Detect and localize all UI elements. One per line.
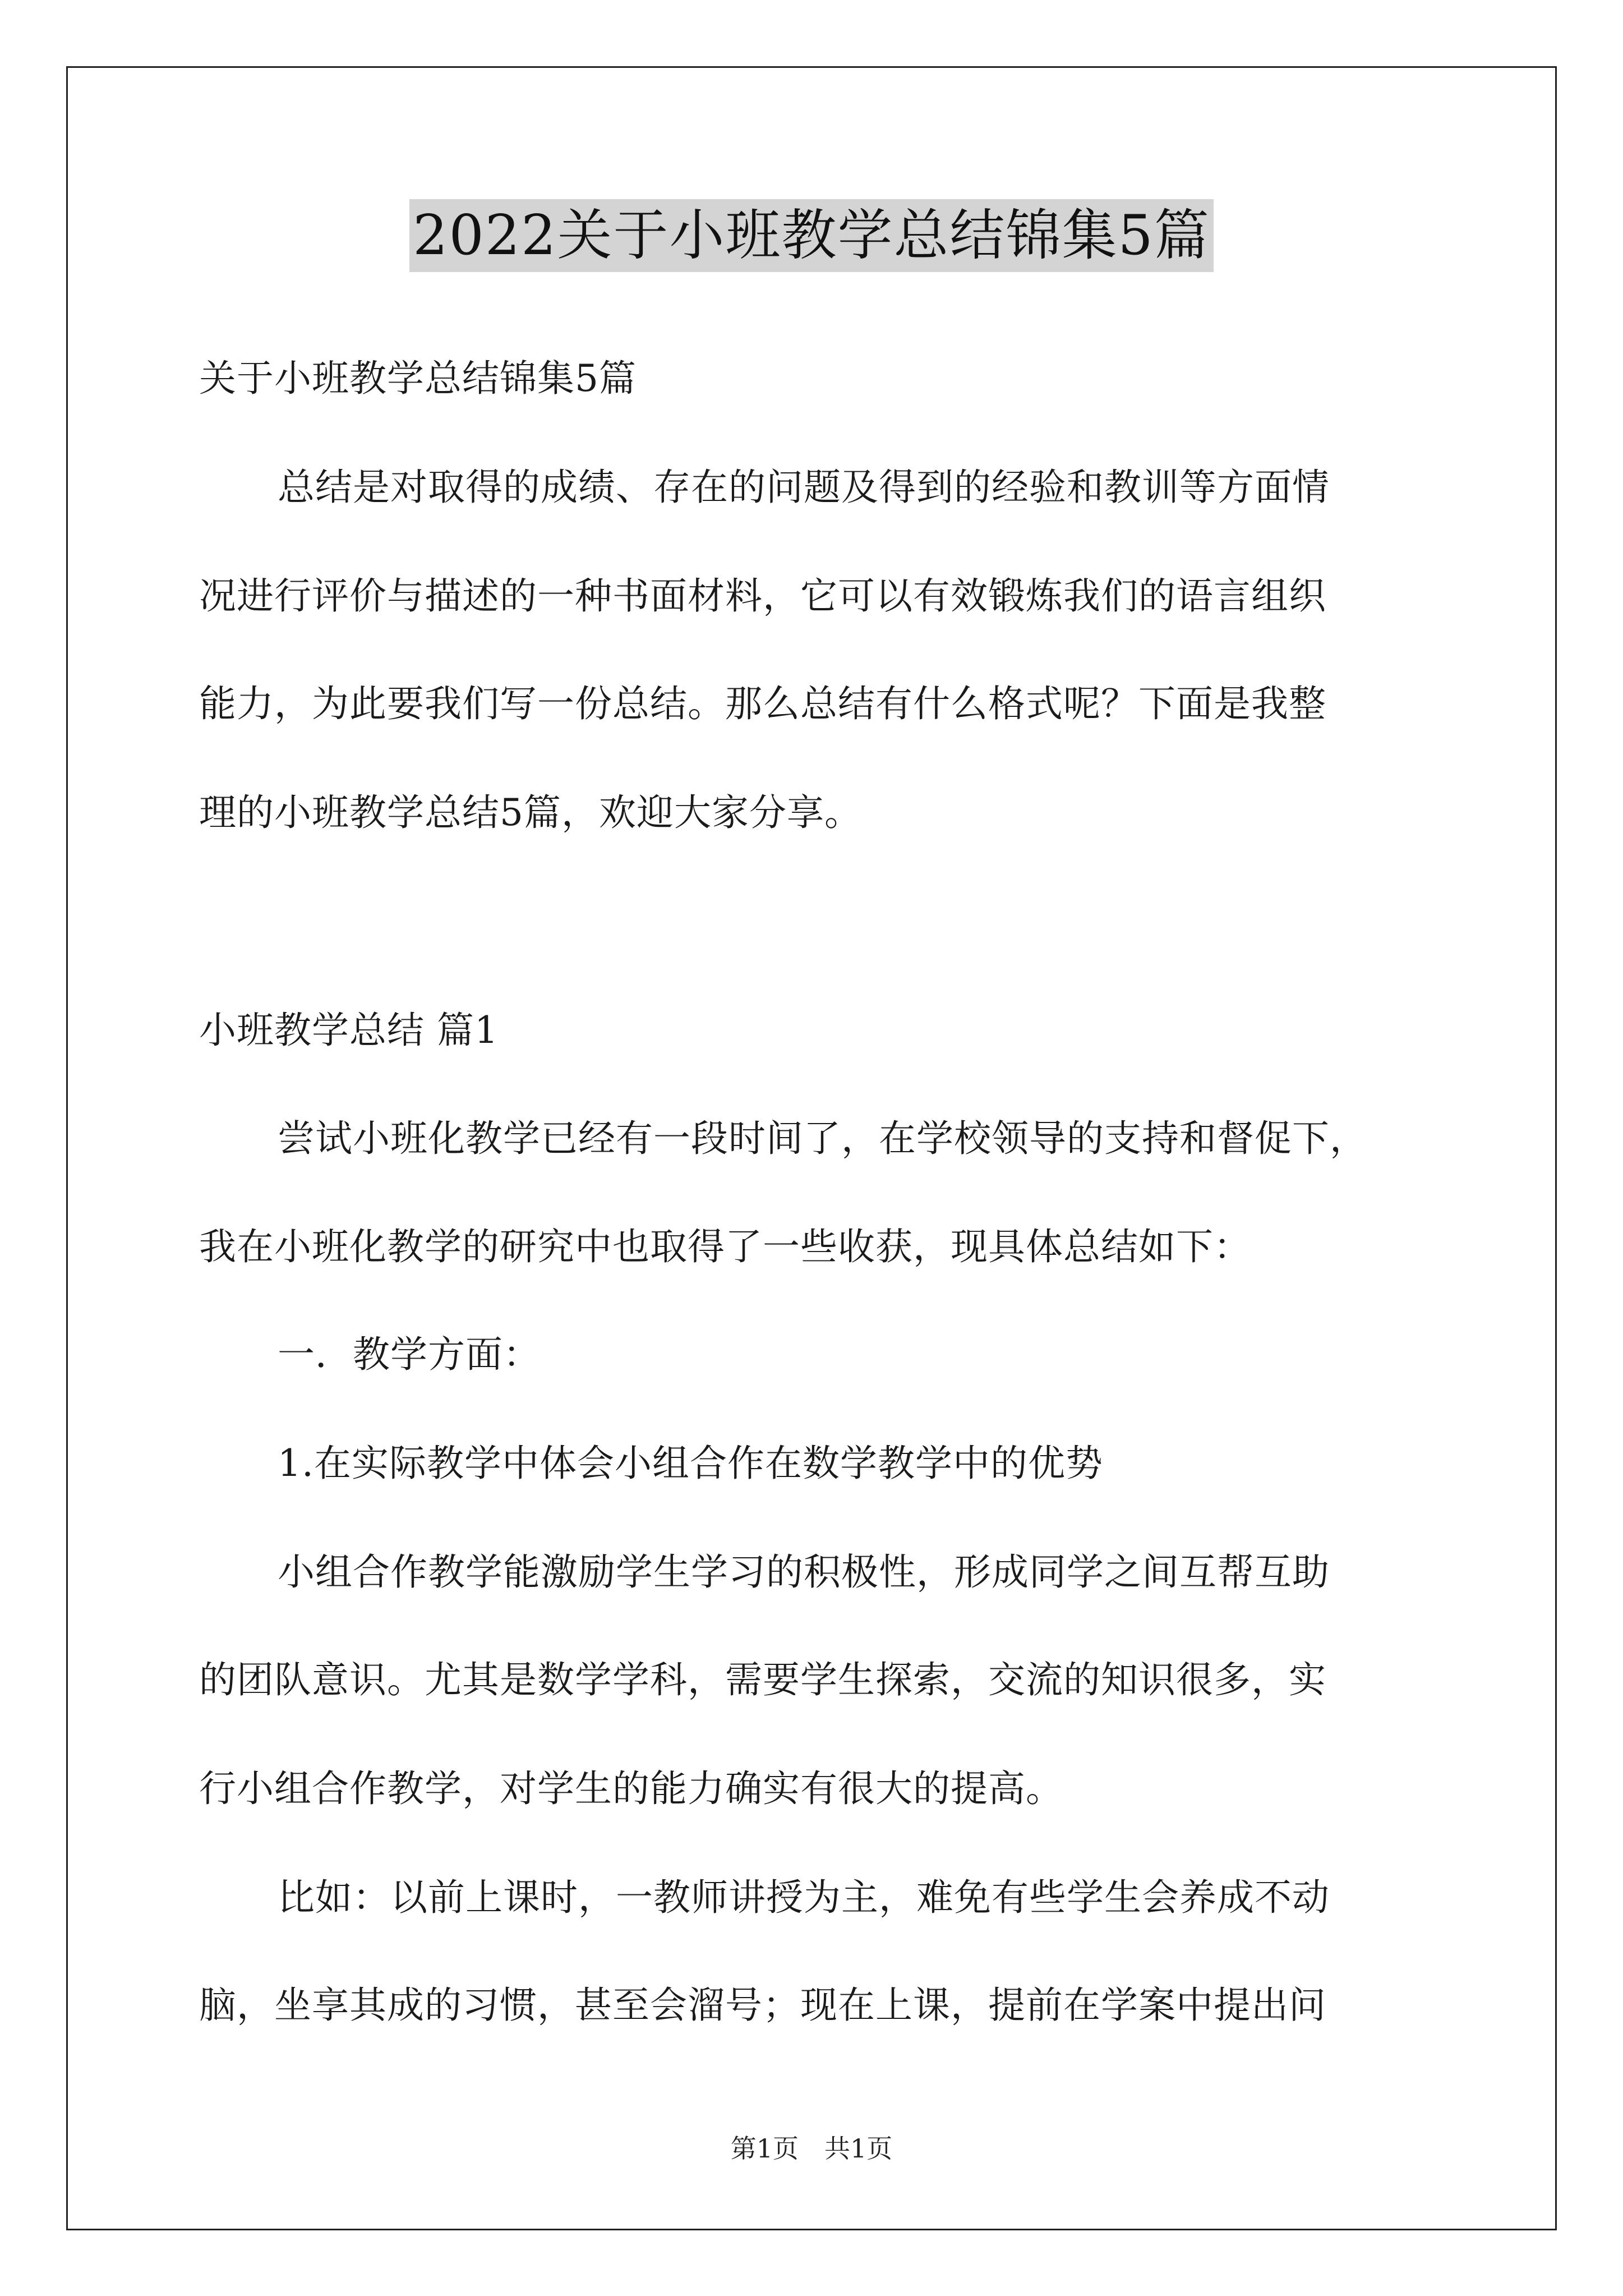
section-line-8: 比如：以前上课时，一教师讲授为主，难免有些学生会养成不动: [278, 1876, 1330, 1919]
document-title: 2022关于小班教学总结锦集5篇: [409, 199, 1214, 272]
section-line-7: 行小组合作教学，对学生的能力确实有很大的提高。: [199, 1767, 1063, 1810]
section-line-6: 的团队意识。尤其是数学学科，需要学生探索，交流的知识很多，实: [199, 1658, 1326, 1701]
section-line-5: 小组合作教学能激励学生学习的积极性，形成同学之间互帮互助: [278, 1550, 1330, 1594]
intro-line-2: 况进行评价与描述的一种书面材料，它可以有效锻炼我们的语言组织: [199, 574, 1326, 618]
section-line-4: 1.在实际教学中体会小组合作在数学教学中的优势: [278, 1442, 1103, 1485]
document-subtitle: 关于小班教学总结锦集5篇: [199, 357, 637, 400]
intro-line-4: 理的小班教学总结5篇，欢迎大家分享。: [199, 791, 862, 834]
title-container: [0, 199, 1623, 272]
section-line-2: 我在小班化教学的研究中也取得了一些收获，现具体总结如下：: [199, 1225, 1251, 1268]
section-heading: 小班教学总结 篇1: [199, 1009, 499, 1052]
intro-line-3: 能力，为此要我们写一份总结。那么总结有什么格式呢？下面是我整: [199, 682, 1326, 725]
intro-line-1: 总结是对取得的成绩、存在的问题及得到的经验和教训等方面情: [278, 466, 1330, 509]
section-line-9: 脑，坐享其成的习惯，甚至会溜号；现在上课，提前在学案中提出问: [199, 1984, 1326, 2027]
page-footer: 第1页 共1页: [730, 2133, 893, 2164]
section-line-1: 尝试小班化教学已经有一段时间了，在学校领导的支持和督促下，: [278, 1117, 1367, 1160]
section-line-3: 一．教学方面：: [278, 1333, 541, 1376]
